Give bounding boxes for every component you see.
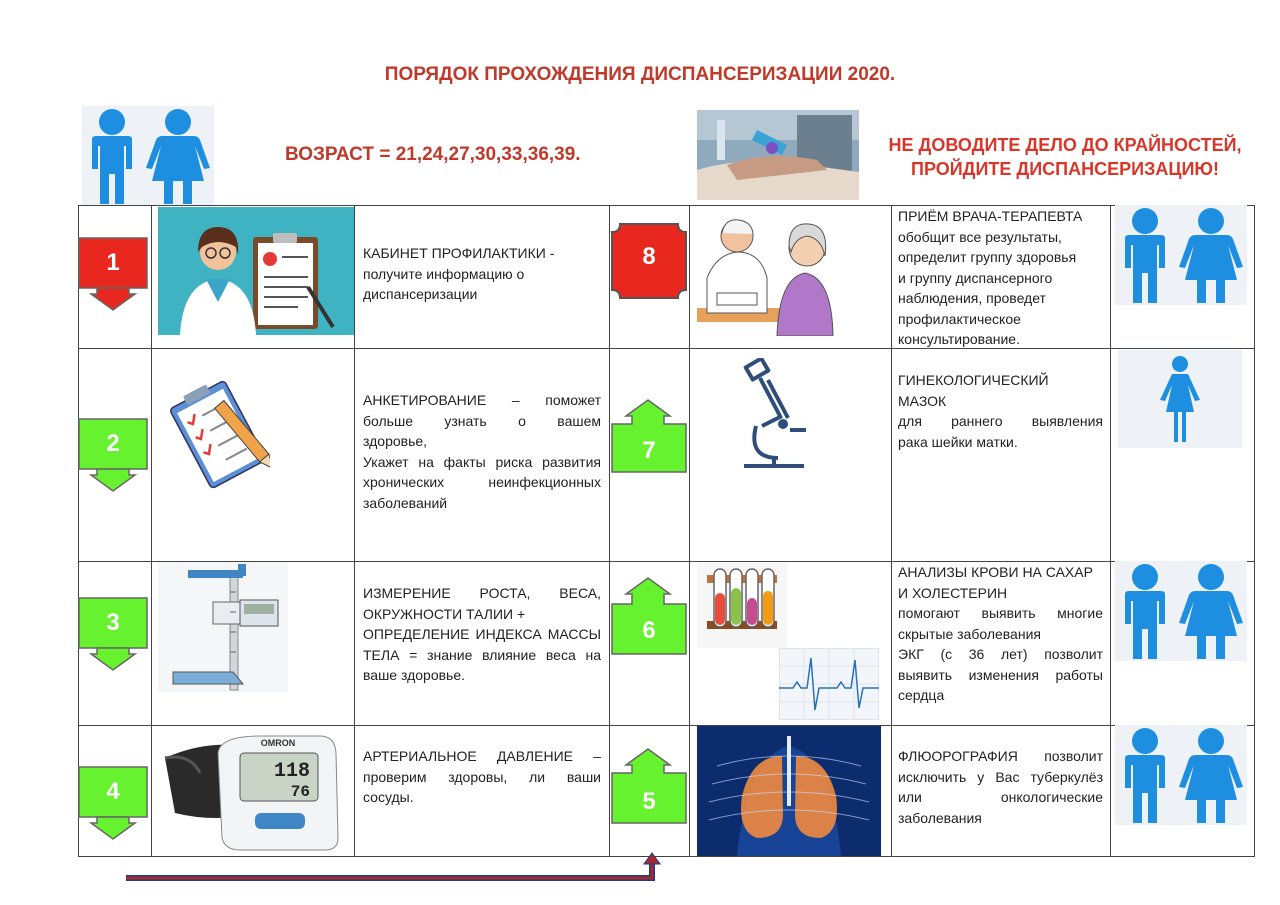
step-8-line: определит группу здоровья	[898, 249, 1077, 265]
tonometer-dia: 76	[290, 783, 310, 801]
step-2-number: 2	[106, 430, 120, 457]
man-woman-icon	[1115, 725, 1247, 825]
microscope-icon	[738, 358, 808, 470]
doctor-patient-icon	[697, 208, 835, 336]
man-woman-icon	[1115, 205, 1247, 305]
step-3-line: ТЕЛА = знание влияние веса на	[363, 646, 601, 663]
step-5-line: заболевания	[898, 809, 982, 826]
step-7-number: 7	[642, 437, 656, 464]
ecg-icon	[779, 648, 879, 720]
step-4-text	[363, 746, 601, 808]
woman-icon	[1118, 350, 1242, 448]
step-1-number: 1	[106, 249, 120, 276]
step-5-line: или онкологические	[898, 789, 1103, 805]
table-border-col2	[354, 205, 355, 857]
step-8-line: обобщит все результаты,	[898, 228, 1062, 245]
step-6-line: сердца	[898, 687, 945, 703]
step-7-line: ГИНЕКОЛОГИЧЕСКИЙ	[898, 372, 1049, 388]
height-weight-scale-icon	[158, 562, 288, 692]
doctor-icon	[158, 207, 354, 335]
flow-arrow-icon	[124, 850, 664, 890]
step-7-line: для раннего выявления	[898, 413, 1103, 429]
step-7-line: рака шейки матки.	[898, 433, 1018, 450]
step-2-text	[363, 390, 601, 513]
step-3-line: ОПРЕДЕЛЕНИЕ ИНДЕКСА МАССЫ	[363, 626, 601, 642]
lungs-xray-icon	[697, 726, 881, 856]
step-3-text	[363, 583, 601, 686]
step-8-line: и группу диспансерного	[898, 269, 1053, 286]
step-3-number: 3	[106, 609, 120, 636]
step-5-line: ФЛЮОРОГРАФИЯ позволит	[898, 748, 1103, 764]
step-5-text	[898, 746, 1103, 828]
age-groups: ВОЗРАСТ = 21,24,27,30,33,36,39.	[285, 144, 581, 165]
step-2-line: Укажет на факты риска развития	[363, 453, 601, 470]
table-border-row3	[78, 725, 1255, 726]
step-8-line: консультирование.	[898, 331, 1020, 347]
step-7-line: МАЗОК	[898, 392, 947, 409]
clipboard-checklist-icon	[165, 375, 270, 495]
step-3-line: ваше здоровье.	[363, 667, 466, 683]
blood-pressure-monitor-icon	[160, 728, 340, 853]
step-5-line: исключить у Вас туберкулёз	[898, 768, 1103, 785]
step-8-line: профилактическое	[898, 310, 1021, 327]
step-6-number: 6	[642, 617, 656, 644]
man-woman-icon	[1115, 561, 1247, 661]
step-2-line: больше узнать о вашем	[363, 412, 601, 429]
step-8-number: 8	[642, 243, 656, 270]
step-2-line: заболеваний	[363, 494, 448, 511]
step-2-line: хронических неинфекционных	[363, 474, 601, 490]
table-border-col4	[689, 205, 690, 857]
step-7-text	[898, 370, 1103, 452]
table-border-col7	[1254, 205, 1255, 857]
step-1-line: КАБИНЕТ ПРОФИЛАКТИКИ -	[363, 245, 555, 261]
test-tubes-icon	[697, 563, 787, 648]
tonometer-sys: 118	[273, 760, 310, 783]
man-woman-icon	[82, 106, 214, 206]
table-border-col6	[1110, 205, 1111, 857]
step-3-line: ОКРУЖНОСТИ ТАЛИИ +	[363, 605, 526, 622]
step-1-line: получите информацию о	[363, 265, 525, 282]
step-6-line: И ХОЛЕСТЕРИН	[898, 584, 1008, 601]
step-2-line: здоровье,	[363, 433, 428, 449]
step-1-text	[363, 243, 601, 305]
step-4-line: сосуды.	[363, 789, 414, 805]
step-3-line: ИЗМЕРЕНИЕ РОСТА, ВЕСА,	[363, 585, 601, 601]
step-4-line: проверим здоровы, ли ваши	[363, 768, 601, 785]
tonometer-brand: OMRON	[260, 738, 296, 748]
step-1-line: диспансеризации	[363, 286, 478, 302]
step-8-line: ПРИЁМ ВРАЧА-ТЕРАПЕВТА	[898, 208, 1083, 224]
step-6-line: скрытые заболевания	[898, 625, 1041, 642]
slogan	[870, 133, 1260, 181]
slogan-line-2: ПРОЙДИТЕ ДИСПАНСЕРИЗАЦИЮ!	[911, 159, 1219, 179]
step-6-line: АНАЛИЗЫ КРОВИ НА САХАР	[898, 564, 1093, 580]
table-border-col1	[151, 205, 152, 857]
step-6-line: выявить изменения работы	[898, 666, 1103, 683]
slogan-line-1: НЕ ДОВОДИТЕ ДЕЛО ДО КРАЙНОСТЕЙ,	[888, 135, 1242, 155]
step-6-line: ЭКГ (с 36 лет) позволит	[898, 646, 1103, 662]
step-8-text	[898, 206, 1103, 350]
step-2-line: АНКЕТИРОВАНИЕ – поможет	[363, 392, 601, 408]
step-8-line: наблюдения, проведет	[898, 290, 1046, 306]
step-5-number: 5	[642, 788, 656, 815]
step-6-text	[898, 562, 1103, 706]
table-border-col5	[891, 205, 892, 857]
step-4-number: 4	[106, 778, 120, 805]
step-6-line: помогают выявить многие	[898, 605, 1103, 621]
step-4-line: АРТЕРИАЛЬНОЕ ДАВЛЕНИЕ –	[363, 748, 601, 764]
page-title: ПОРЯДОК ПРОХОЖДЕНИЯ ДИСПАНСЕРИЗАЦИИ 2020.	[384, 64, 896, 85]
blood-draw-photo-icon	[697, 110, 859, 200]
